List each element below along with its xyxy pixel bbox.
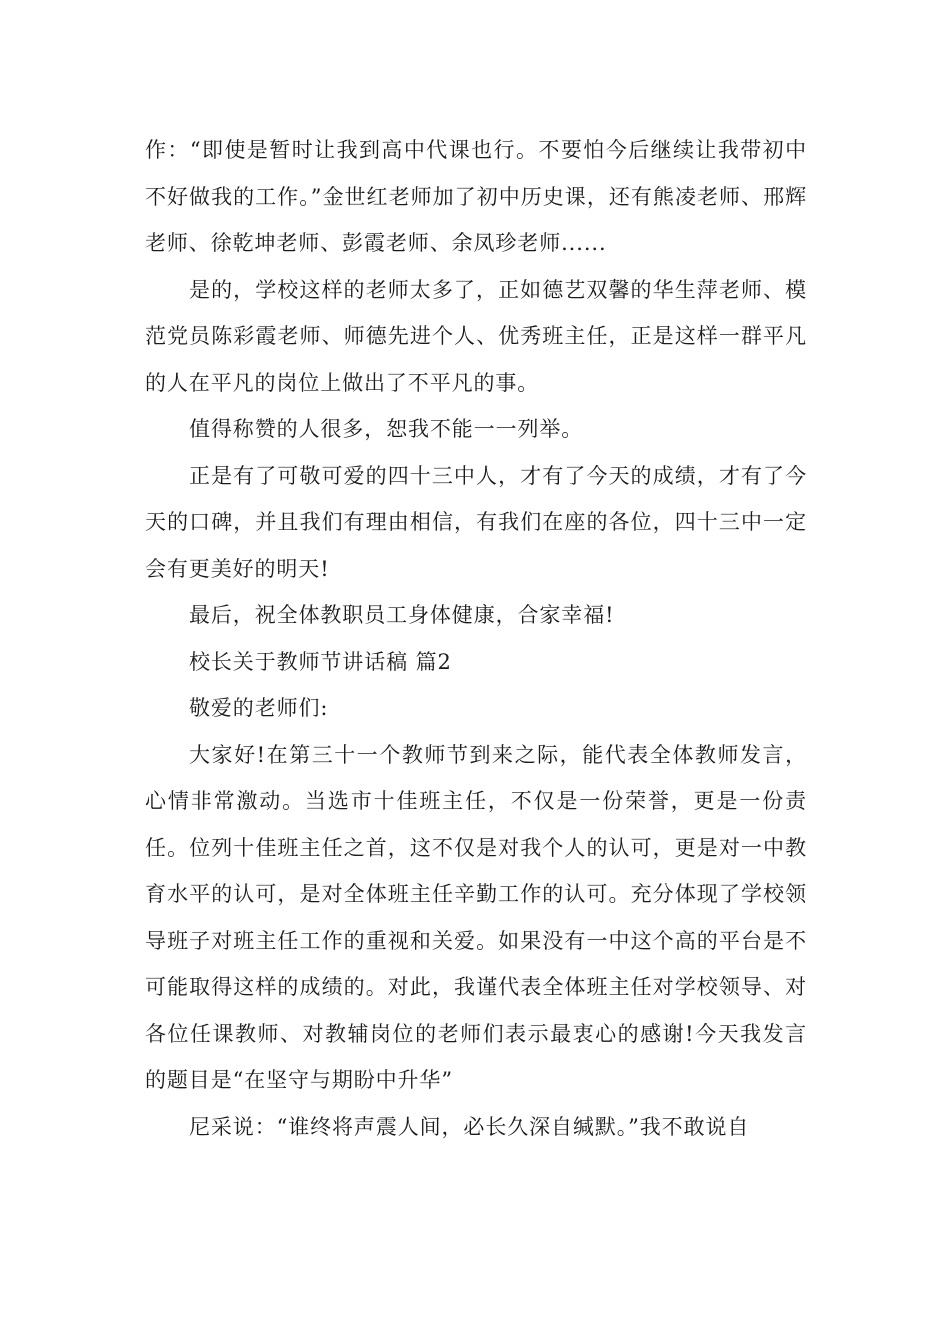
paragraph-3: 值得称赞的人很多，恕我不能一一列举。 (189, 417, 584, 441)
document-body (145, 127, 807, 1150)
paragraph-9: 尼采说：“谁终将声震人间，必长久深自缄默。”我不敢说自 (189, 1114, 750, 1139)
salutation: 敬爱的老师们: (189, 696, 329, 720)
paragraph-8: 大家好!在第三十一个教师节到来之际，能代表全体教师发言，心情非常激动。当选市十佳班主任，不仅是一份荣誉，更是一份责任。位列十佳班主任之首，这不仅是对我个人的认可，更是对一中教育水平的认可，是对全体班主任辛勤工作的认可。充分体现了学校领导班子对班主任工作的重视和关爱。如果没有一中这个高的平台是不可能取得这样的成绩的。对此，我谨代表全体班主任对学校领导、对各位任课教师、对教辅岗位的老师们表示最衷心的感谢!今天我发言的题目是“在坚守与期盼中升华” (145, 742, 807, 1092)
section-heading: 校长关于教师节讲话稿 篇2 (189, 649, 452, 674)
paragraph-4: 正是有了可敬可爱的四十三中人，才有了今天的成绩，才有了今天的口碑，并且我们有理由相信，有我们在座的各位，四十三中一定会有更美好的明天! (145, 463, 807, 581)
paragraph-1: 作：“即使是暂时让我到高中代课也行。不要怕今后继续让我带初中不好做我的工作。”金世红老师加了初中历史课，还有熊凌老师、邢辉老师、徐乾坤老师、彭霞老师、余凤珍老师...... (145, 138, 807, 255)
paragraph-2: 是的，学校这样的老师太多了，正如德艺双馨的华生萍老师、模范党员陈彩霞老师、师德先进个人、优秀班主任，正是这样一群平凡的人在平凡的岗位上做出了不平凡的事。 (145, 277, 807, 395)
paragraph-5: 最后，祝全体教职员工身体健康，合家幸福! (189, 603, 615, 627)
